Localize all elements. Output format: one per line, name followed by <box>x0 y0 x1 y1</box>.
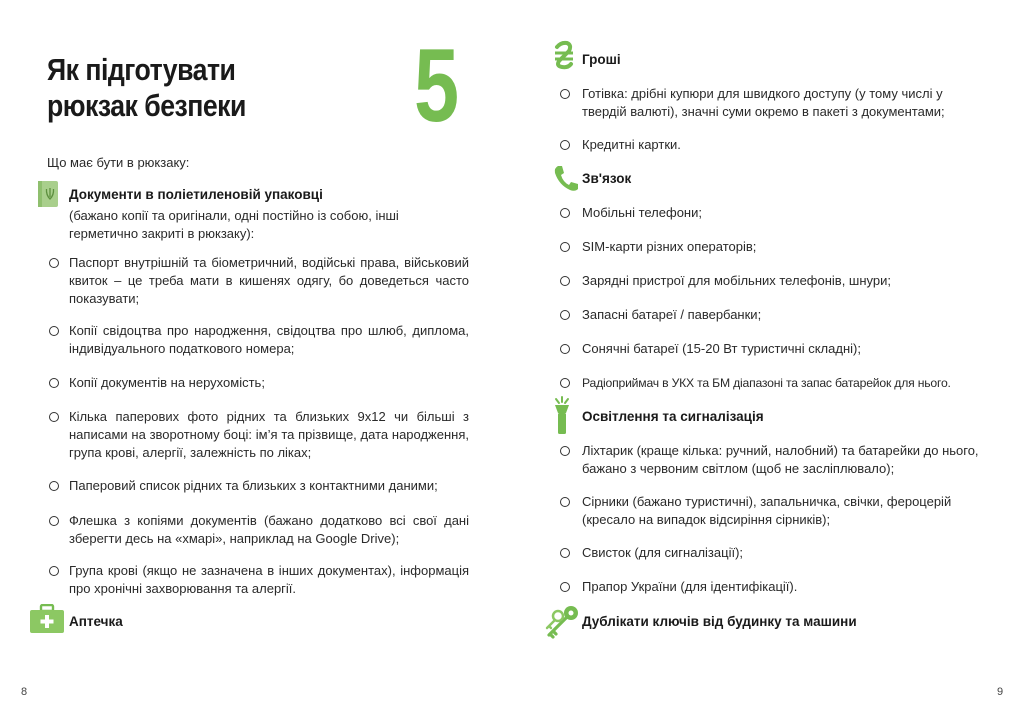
list-item: Свисток (для сигналізації); <box>582 545 744 560</box>
list-item: Кілька паперових фото рідних та близьких 9х12 чи більші з написами на зворотному боці: ім’я та прізвище, дата народження, група крові, алергії, залежність по ліках; <box>69 409 469 460</box>
bullet-icon <box>560 446 570 456</box>
documents-heading: Документи в поліетиленовій упаковці <box>69 187 323 202</box>
bullet-icon <box>560 208 570 218</box>
list-item: Паперовий список рідних та близьких з контактними даними; <box>69 478 438 493</box>
list-item: Флешка з копіями документів (бажано додатково всі свої дані зберегти десь на «хмарі», наприклад на Google Drive); <box>69 513 469 546</box>
page-number-right: 9 <box>997 686 1004 698</box>
bullet-icon <box>49 412 59 422</box>
bullet-icon <box>560 378 570 388</box>
list-item: Зарядні пристрої для мобільних телефонів, шнури; <box>582 273 891 288</box>
bullet-icon <box>560 497 570 507</box>
list-item: Паспорт внутрішній та біометричний, водійські права, військовий квиток – це треба мати в кишенях одягу, бо доведеться часто показувати; <box>69 255 469 306</box>
bullet-icon <box>49 326 59 336</box>
bullet-icon <box>49 481 59 491</box>
chapter-number: 5 <box>414 28 460 144</box>
intro-text: Що має бути в рюкзаку: <box>47 155 190 170</box>
page-title: Як підготувати рюкзак безпеки <box>47 52 246 123</box>
communication-heading: Зв'язок <box>582 171 632 186</box>
list-item: SIM-карти різних операторів; <box>582 239 757 254</box>
list-item: Радіоприймач в УКХ та БМ діапазоні та запас батарейок для нього. <box>582 376 951 390</box>
lighting-heading: Освітлення та сигналізація <box>582 409 764 424</box>
phone-icon <box>553 164 579 197</box>
bullet-icon <box>560 344 570 354</box>
keys-icon <box>544 604 580 645</box>
passport-icon <box>37 180 59 213</box>
list-item: Сірники (бажано туристичні), запальничка, свічки, фероцерій (кресало на випадок відсиріння сірників); <box>582 494 952 527</box>
first-aid-kit-icon <box>29 604 65 639</box>
bullet-icon <box>49 566 59 576</box>
bullet-icon <box>560 140 570 150</box>
bullet-icon <box>560 276 570 286</box>
documents-note: (бажано копії та оригінали, одні постійно із собою, інші герметично закриті в рюкзаку): <box>69 208 399 241</box>
list-item: Ліхтарик (краще кілька: ручний, налобний) та батарейки до нього, бажано з червоним світлом (щоб не засліплювало); <box>582 443 979 476</box>
bullet-icon <box>49 378 59 388</box>
hryvnia-icon <box>553 40 575 75</box>
keys-heading: Дублікати ключів від будинку та машини <box>582 614 857 629</box>
list-item: Мобільні телефони; <box>582 205 702 220</box>
list-item: Запасні батареї / павербанки; <box>582 307 762 322</box>
list-item: Готівка: дрібні купюри для швидкого доступу (у тому числі у твердій валюті), значні суми окремо в пакеті з документами; <box>582 86 945 119</box>
list-item: Кредитні картки. <box>582 137 681 152</box>
bullet-icon <box>560 310 570 320</box>
bullet-icon <box>49 258 59 268</box>
bullet-icon <box>560 582 570 592</box>
list-item: Сонячні батареї (15-20 Вт туристичні складні); <box>582 341 861 356</box>
bullet-icon <box>560 89 570 99</box>
flashlight-icon <box>553 396 579 441</box>
list-item: Копії документів на нерухомість; <box>69 375 265 390</box>
first-aid-heading: Аптечка <box>69 614 123 629</box>
list-item: Копії свідоцтва про народження, свідоцтва про шлюб, диплома, індивідуального податкового номера; <box>69 323 469 356</box>
list-item: Прапор України (для ідентифікації). <box>582 579 798 594</box>
page-number-left: 8 <box>21 686 28 698</box>
money-heading: Гроші <box>582 52 621 67</box>
bullet-icon <box>560 242 570 252</box>
bullet-icon <box>560 548 570 558</box>
list-item: Група крові (якщо не зазначена в інших документах), інформація про хронічні захворювання та алергії. <box>69 563 469 596</box>
bullet-icon <box>49 516 59 526</box>
